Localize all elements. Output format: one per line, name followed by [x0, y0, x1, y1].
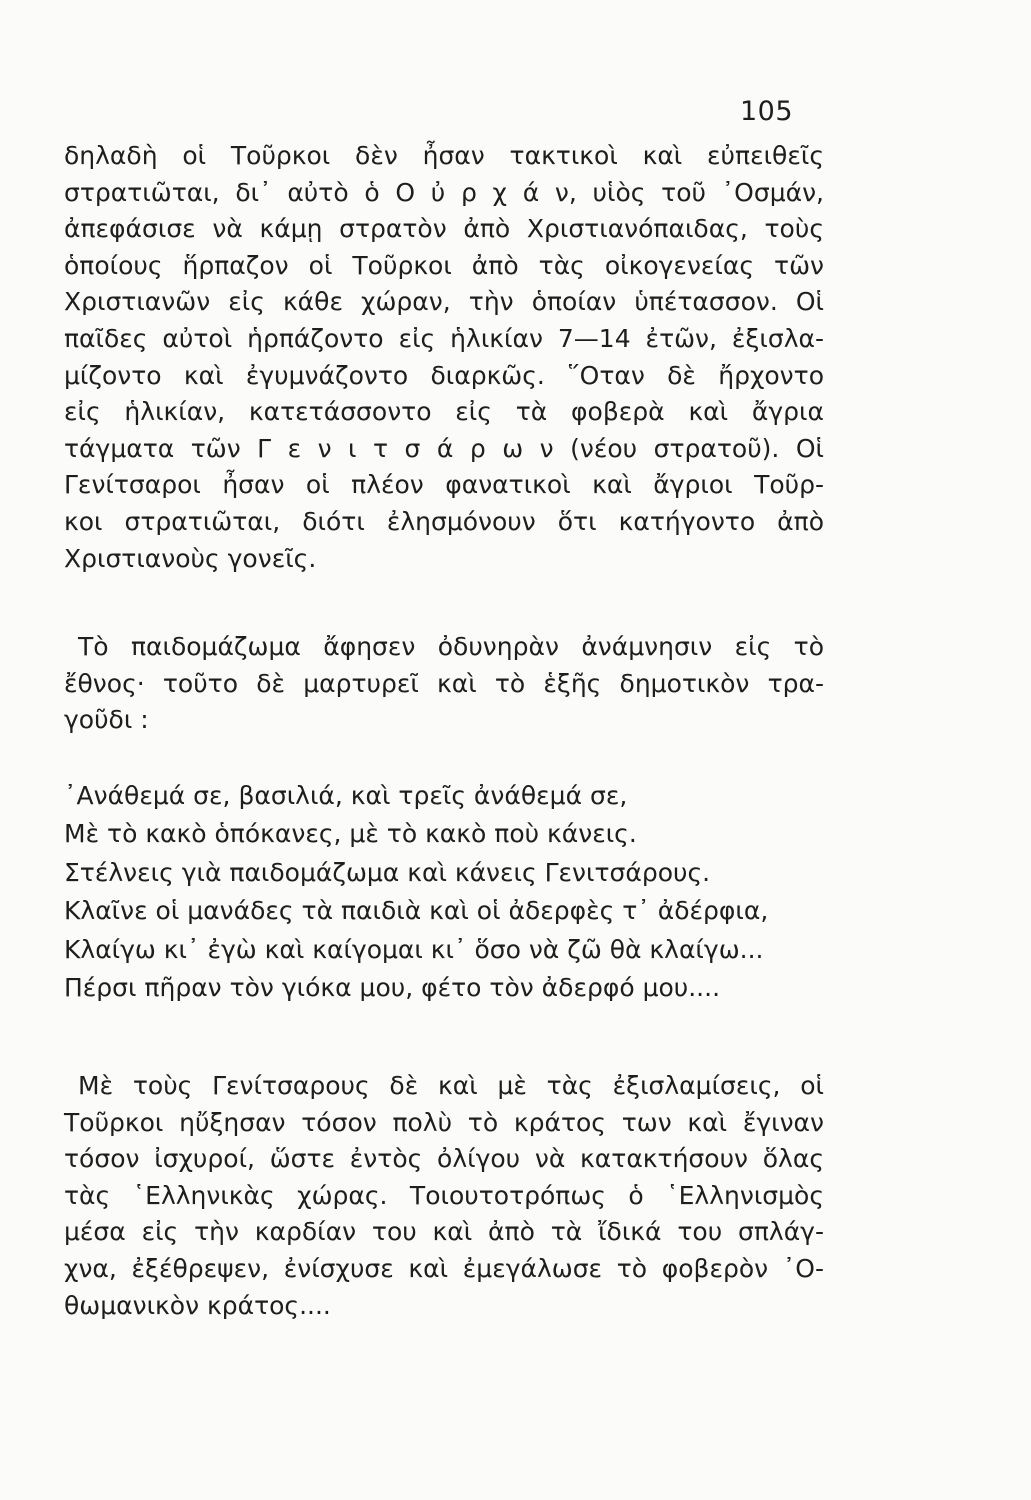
text-line: ἀπεφάσισε νὰ κάμῃ στρατὸν ἀπὸ Χριστιανόπαιδας, τοὺς [64, 214, 824, 244]
text-line: γοῦδι : [64, 705, 149, 735]
text-line: τόσον ἰσχυροί, ὥστε ἐντὸς ὀλίγου νὰ κατακτήσουν ὅλας [64, 1144, 824, 1174]
text-line: Τὸ παιδομάζωμα ἄφησεν ὀδυνηρὰν ἀνάμνησιν εἰς τὸ [78, 632, 824, 661]
folk-song-poem [64, 777, 824, 1007]
paragraph-ottoman-power [64, 1068, 824, 1324]
text-line: τὰς ῾Ελληνικὰς χώρας. Τοιουτοτρόπως ὁ ῾Ελληνισμὸς [64, 1180, 824, 1210]
text-line: ὁποίους ἥρπαζον οἱ Τοῦρκοι ἀπὸ τὰς οἰκογενείας τῶν [64, 250, 824, 280]
text-line: ἔθνος· τοῦτο δὲ μαρτυρεῖ καὶ τὸ ἑξῆς δημοτικὸν τρα- [64, 668, 824, 698]
text-line: Χριστιανοὺς γονεῖς. [64, 543, 317, 573]
page-number: 105 [740, 96, 794, 127]
text-line: Γενίτσαροι ἦσαν οἱ πλέον φανατικοὶ καὶ ἄγριοι Τοῦρ- [64, 470, 824, 500]
text-line: δηλαδὴ οἱ Τοῦρκοι δὲν ἦσαν τακτικοὶ καὶ εὐπειθεῖς [64, 141, 824, 170]
text-line: θωμανικὸν κράτος.... [64, 1290, 331, 1320]
text-line: Μὲ τοὺς Γενίτσαρους δὲ καὶ μὲ τὰς ἐξισλαμίσεις, οἱ [78, 1071, 824, 1100]
text-line: μίζοντο καὶ ἐγυμνάζοντο διαρκῶς. ῞Οταν δὲ ἤρχοντο [64, 360, 824, 390]
poem-line: ᾽Ανάθεμά σε, βασιλιά, καὶ τρεῖς ἀνάθεμά σε, [64, 781, 628, 810]
poem-line: Μὲ τὸ κακὸ ὁπόκανες, μὲ τὸ κακὸ ποὺ κάνεις. [64, 819, 637, 849]
paragraph-paidomazoma [64, 629, 824, 739]
text-line: Χριστιανῶν εἰς κάθε χώραν, τὴν ὁποίαν ὑπέτασσον. Οἱ [64, 287, 824, 317]
poem-line: Πέρσι πῆραν τὸν γιόκα μου, φέτο τὸν ἀδερφό μου.... [64, 972, 721, 1002]
poem-line: Κλαῖνε οἱ μανάδες τὰ παιδιὰ καὶ οἱ ἀδερφὲς τ᾽ ἀδέρφια, [64, 896, 769, 926]
poem-line: Στέλνεις γιὰ παιδομάζωμα καὶ κάνεις Γενιτσάρους. [64, 857, 711, 887]
text-line: χνα, ἐξέθρεψεν, ἐνίσχυσε καὶ ἐμεγάλωσε τὸ φοβερὸν ᾽Ο- [64, 1253, 824, 1283]
text-line: μέσα εἰς τὴν καρδίαν του καὶ ἀπὸ τὰ ἴδικά του σπλάγ- [64, 1217, 824, 1247]
text-line: παῖδες αὐτοὶ ἡρπάζοντο εἰς ἡλικίαν 7—14 ἐτῶν, ἐξισλα- [64, 323, 824, 353]
paragraph-janissaries-origin [64, 138, 824, 577]
text-line: εἰς ἡλικίαν, κατετάσσοντο εἰς τὰ φοβερὰ καὶ ἄγρια [64, 397, 824, 427]
text-line: Τοῦρκοι ηὔξησαν τόσον πολὺ τὸ κράτος των καὶ ἔγιναν [64, 1107, 824, 1137]
text-line: τάγματα τῶν Γ ε ν ι τ σ ά ρ ω ν (νέου στρατοῦ). Οἱ [64, 433, 824, 463]
text-line: κοι στρατιῶται, διότι ἐλησμόνουν ὅτι κατήγοντο ἀπὸ [64, 506, 824, 536]
text-line: στρατιῶται, δι᾽ αὐτὸ ὁ Ο ὐ ρ χ ά ν, υἱὸς τοῦ ᾽Οσμάν, [64, 177, 824, 207]
poem-line: Κλαίγω κι᾽ ἐγὼ καὶ καίγομαι κι᾽ ὅσο νὰ ζῶ θὰ κλαίγω... [64, 934, 764, 964]
